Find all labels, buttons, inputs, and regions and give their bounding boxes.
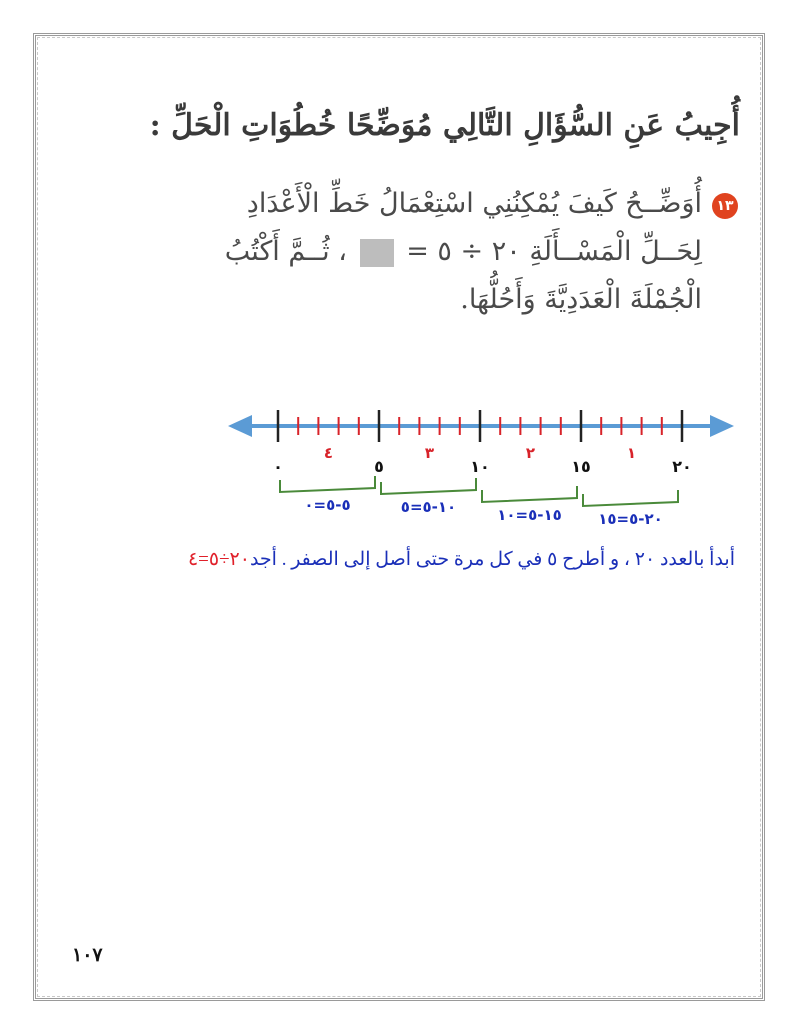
question-line-3: الْجُمْلَةَ الْعَدَدِيَّةَ وَأَحُلُّهَا.: [460, 284, 702, 315]
answer-sentence: أبدأ بالعدد ٢٠ ، و أطرح ٥ في كل مرة حتى أصل إلى الصفر . أجد: [249, 549, 735, 570]
answer-text: [55, 548, 735, 571]
tick-label: ١٥: [571, 457, 591, 476]
bracket: [583, 490, 678, 506]
bracket: [381, 478, 476, 494]
subtraction-label: ٥-٥=٠: [304, 496, 351, 514]
step-label: ٤: [323, 444, 334, 462]
answer-equation: ٢٠÷٥=٤: [187, 549, 250, 570]
subtraction-label: ١٥-٥=١٠: [497, 506, 562, 524]
subtraction-label: ١٠-٥=٥: [400, 498, 457, 516]
tick-label: ٢٠: [672, 457, 692, 476]
question-number-badge: ١٣: [712, 193, 738, 219]
question-line-2-start: لِحَــلِّ الْمَسْــأَلَةِ ٢٠ ÷ ٥ =: [406, 236, 702, 267]
tick-label: ١٠: [470, 457, 490, 476]
left-arrow-icon: [228, 415, 252, 437]
step-label: ٣: [424, 444, 435, 462]
bracket: [482, 486, 577, 502]
question-line-1: أُوَضِّــحُ كَيفَ يُمْكِنُنِي اسْتِعْمَالُ خَطِّ الْأَعْدَادِ: [246, 188, 702, 219]
right-arrow-icon: [710, 415, 734, 437]
tick-label: ٥: [374, 457, 384, 476]
step-label: ٢: [525, 444, 536, 462]
page-number: ١٠٧: [72, 945, 103, 966]
tick-label: ٠: [273, 457, 283, 476]
step-label: ١: [626, 444, 637, 462]
subtraction-label: ٢٠-٥=١٥: [598, 510, 663, 528]
section-heading: أُجِيبُ عَنِ السُّؤَالِ التَّالِي مُوَضِّحًا خُطُوَاتِ الْحَلِّ :: [149, 108, 740, 143]
question-line-2-end: ، ثُــمَّ أَكْتُبُ: [224, 236, 347, 267]
bracket: [280, 476, 375, 492]
